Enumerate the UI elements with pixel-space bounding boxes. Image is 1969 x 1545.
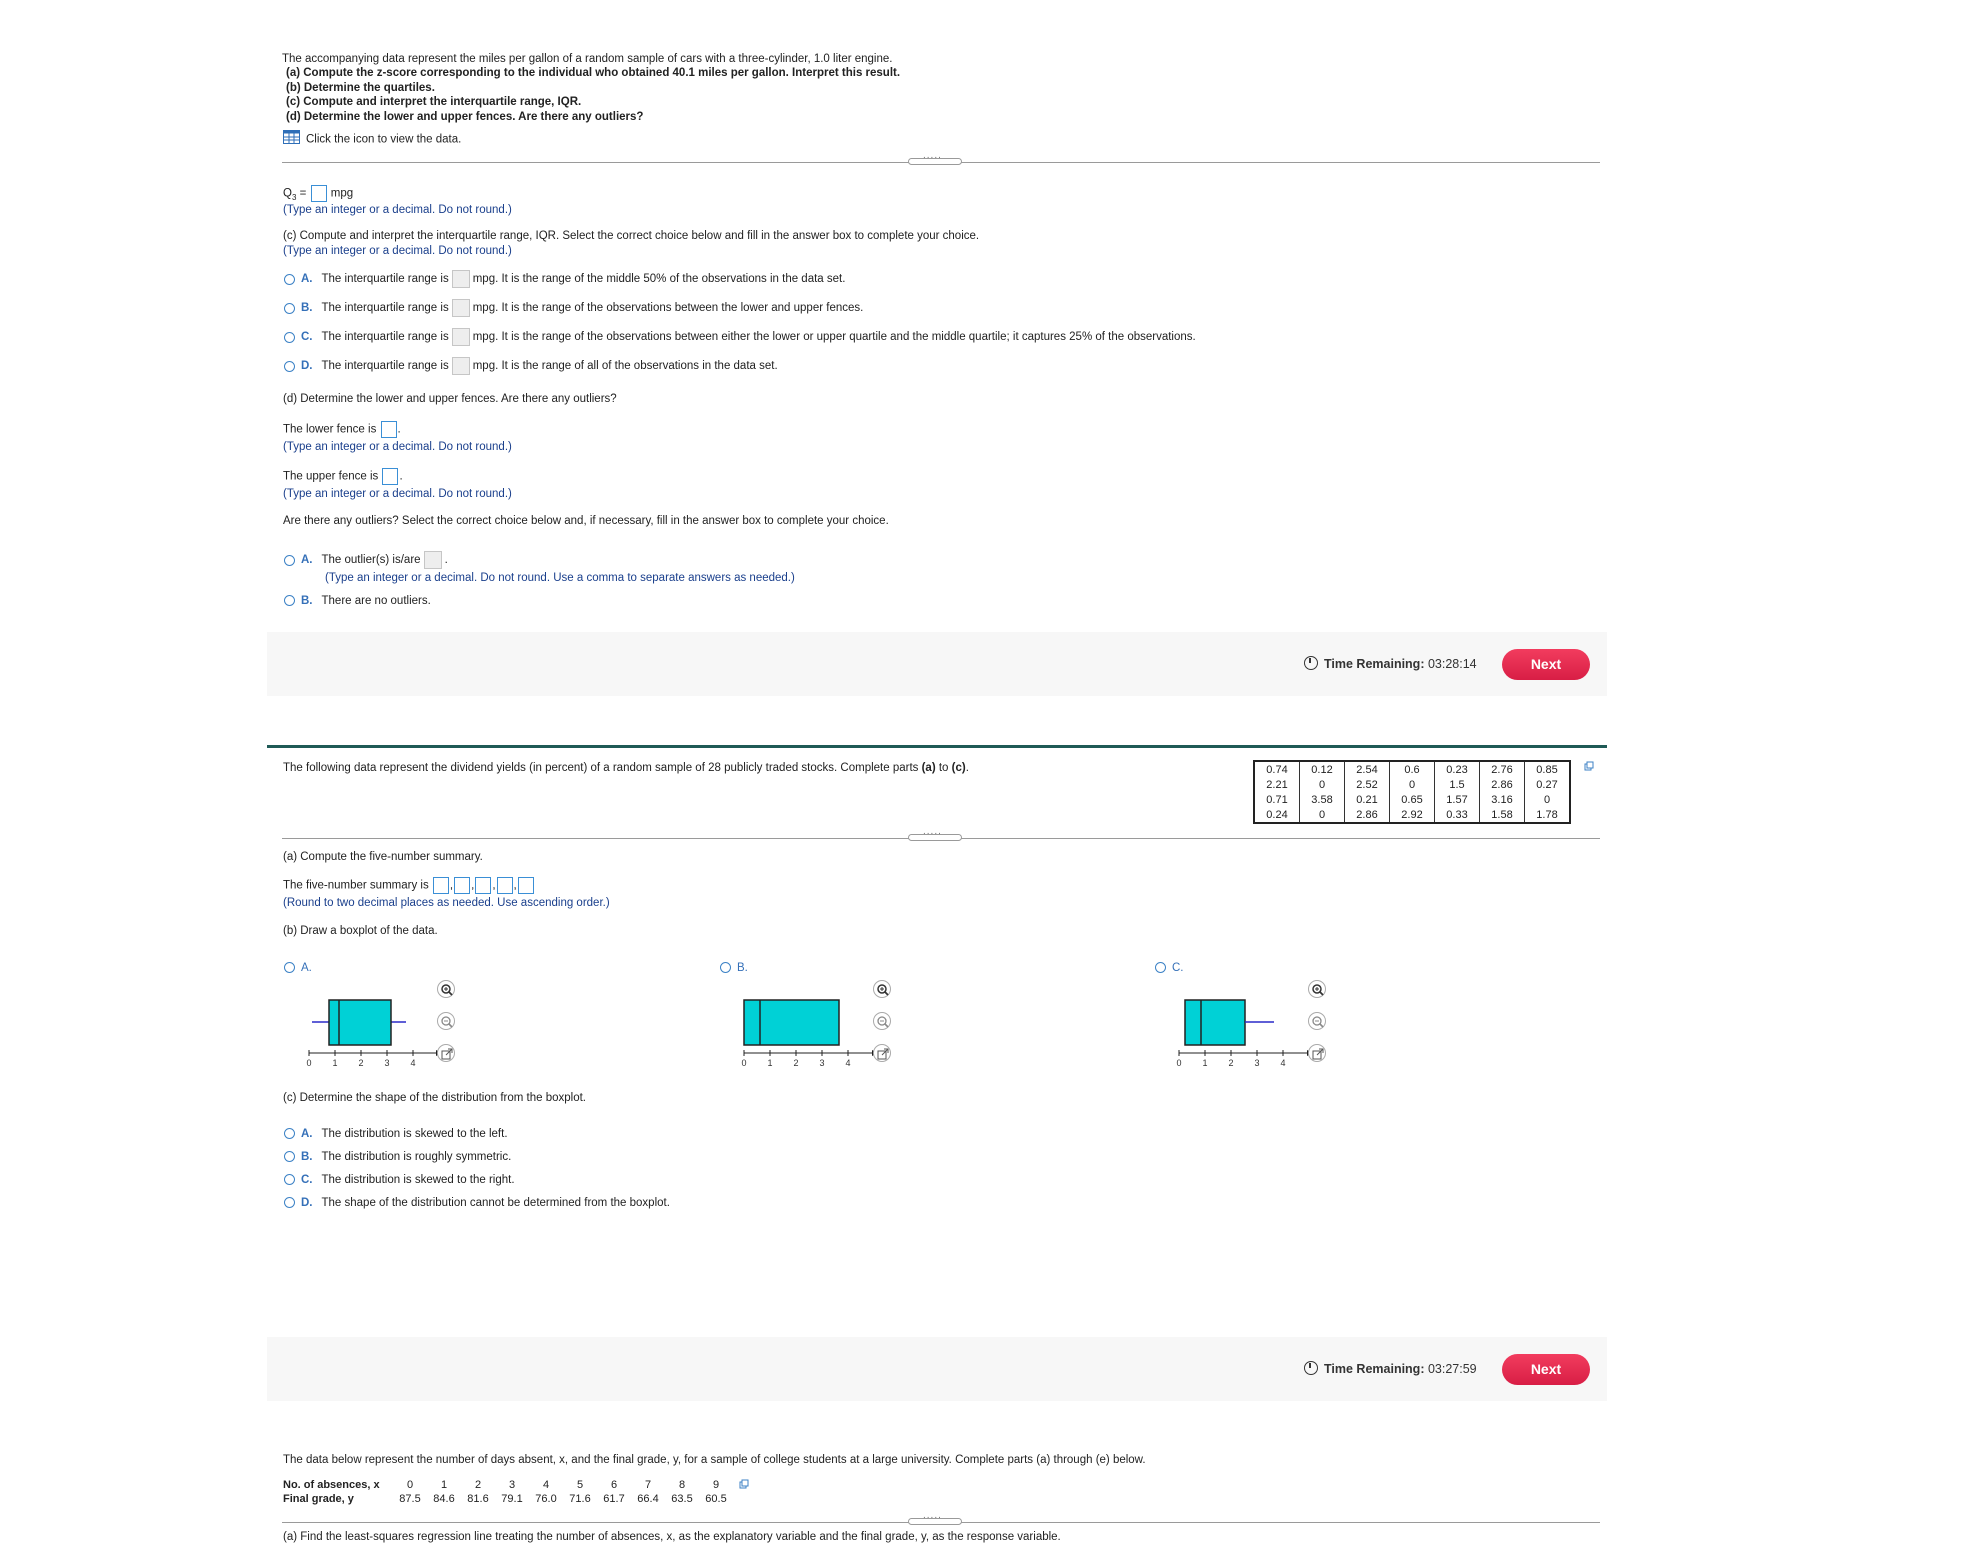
table-cell: 2.86 — [1480, 777, 1525, 792]
table-cell: 2.21 — [1254, 777, 1300, 792]
x-value: 1 — [440, 1479, 448, 1491]
outlier-option-a[interactable] — [284, 551, 448, 569]
tick-label: 3 — [1254, 1058, 1260, 1068]
option-text: The interquartile range is — [321, 302, 449, 315]
option-text: mpg. It is the range of the middle 50% of the observations in the data set. — [472, 273, 846, 286]
y-value: 81.6 — [467, 1493, 489, 1505]
boxplot-option-a[interactable] — [284, 961, 312, 976]
q3-sub: 3 — [291, 192, 297, 202]
timer-label: Time Remaining: — [1324, 1362, 1425, 1376]
five-number-row: The five-number summary is , , , , — [283, 877, 535, 894]
option-letter: C. — [301, 331, 313, 344]
y-value: 71.6 — [569, 1493, 591, 1505]
table-cell: 0.33 — [1435, 807, 1480, 823]
table-cell: 0.24 — [1254, 807, 1300, 823]
zoom-in-icon[interactable] — [873, 980, 891, 998]
q3-eq: = — [296, 187, 307, 200]
lower-fence-row — [283, 421, 401, 438]
table-row — [1254, 807, 1570, 823]
table-cell: 0 — [1390, 777, 1435, 792]
copy-data-icon[interactable] — [739, 1479, 749, 1492]
q3-input[interactable] — [311, 185, 327, 202]
y-value: 79.1 — [501, 1493, 523, 1505]
y-value: 60.5 — [705, 1493, 727, 1505]
timer-label: Time Remaining: — [1324, 657, 1425, 671]
option-letter: A. — [301, 273, 313, 286]
type-hint: (Type an integer or a decimal. Do not round.) — [283, 245, 512, 257]
q3-label: Q — [283, 187, 292, 200]
x-value: 6 — [610, 1479, 618, 1491]
y-value: 61.7 — [603, 1493, 625, 1505]
boxplot-option-c[interactable] — [1155, 961, 1184, 976]
q1-part-b: (b) Determine the quartiles. — [286, 82, 435, 94]
time-remaining — [1304, 656, 1477, 671]
zoom-out-icon[interactable] — [873, 1012, 891, 1030]
radio-button[interactable] — [284, 1151, 295, 1162]
tick-label: 1 — [767, 1058, 773, 1068]
x-value: 2 — [474, 1479, 482, 1491]
view-data-label: Click the icon to view the data. — [306, 133, 462, 146]
boxplot-c — [1171, 990, 1321, 1068]
tick-label: 1 — [1202, 1058, 1208, 1068]
table-cell: 0.85 — [1525, 761, 1571, 777]
q2-intro-end: . — [965, 762, 969, 774]
iqr-option-d[interactable] — [284, 357, 778, 375]
five-number-input-1[interactable] — [433, 877, 449, 894]
dividend-data-table — [1253, 760, 1571, 824]
tick-label: 3 — [819, 1058, 825, 1068]
iqr-prompt: (c) Compute and interpret the interquartile range, IQR. Select the correct choice below and fill in the answer box to complete your choice. — [283, 230, 980, 242]
table-cell: 0 — [1300, 777, 1345, 792]
table-cell: 0.27 — [1525, 777, 1571, 792]
tick-label: 2 — [793, 1058, 799, 1068]
option-text: The interquartile range is — [321, 273, 449, 286]
table-cell: 0.71 — [1254, 792, 1300, 807]
outliers-prompt: Are there any outliers? Select the correct choice below and, if necessary, fill in the answer box to complete your choice. — [283, 515, 889, 527]
shape-prompt: (c) Determine the shape of the distribution from the boxplot. — [283, 1092, 586, 1104]
open-external-icon[interactable] — [437, 1044, 455, 1062]
fences-prompt: (d) Determine the lower and upper fences. Are there any outliers? — [283, 393, 617, 405]
type-hint: (Type an integer or a decimal. Do not round.) — [283, 441, 512, 453]
period: . — [444, 554, 448, 567]
tick-label: 2 — [1228, 1058, 1234, 1068]
period: . — [397, 423, 401, 436]
tick-label: 0 — [1176, 1058, 1182, 1068]
five-number-input-4[interactable] — [497, 877, 513, 894]
option-text: mpg. It is the range of the observations between either the lower or upper quartile and the middle quartile; it captures 25% of the observations. — [472, 331, 1196, 344]
option-letter: B. — [301, 595, 313, 607]
five-number-input-5[interactable] — [518, 877, 534, 894]
table-cell: 2.52 — [1345, 777, 1390, 792]
type-hint: (Type an integer or a decimal. Do not round.) — [283, 488, 512, 500]
clock-icon — [1304, 656, 1318, 670]
radio-button[interactable] — [284, 274, 295, 285]
iqr-input[interactable] — [452, 270, 470, 288]
radio-button[interactable] — [284, 303, 295, 314]
zoom-in-icon[interactable] — [437, 980, 455, 998]
table-cell: 1.58 — [1480, 807, 1525, 823]
y-label: Final grade, y — [283, 1493, 354, 1505]
radio-button[interactable] — [284, 555, 295, 566]
radio-button[interactable] — [720, 962, 731, 973]
lower-fence-label: The lower fence is — [283, 423, 377, 436]
q2-intro-a: (a) — [921, 762, 936, 774]
q2-intro-text: The following data represent the dividend yields (in percent) of a random sample of 28 publicly traded stocks. Complete parts — [283, 762, 922, 774]
table-cell: 3.58 — [1300, 792, 1345, 807]
option-text: The distribution is roughly symmetric. — [321, 1151, 512, 1163]
table-cell: 0 — [1525, 792, 1571, 807]
table-cell: 0.23 — [1435, 761, 1480, 777]
option-letter: D. — [301, 1197, 313, 1209]
shape-option-d[interactable] — [284, 1196, 670, 1211]
five-number-input-2[interactable] — [454, 877, 470, 894]
q2-intro-c: (c) — [951, 762, 966, 774]
option-letter: D. — [301, 360, 313, 373]
tick-label: 1 — [332, 1058, 338, 1068]
round-hint: (Round to two decimal places as needed. Use ascending order.) — [283, 897, 610, 909]
question-top-rule — [267, 745, 1607, 748]
zoom-out-icon[interactable] — [1308, 1012, 1326, 1030]
table-cell: 0.65 — [1390, 792, 1435, 807]
five-number-prompt: (a) Compute the five-number summary. — [283, 851, 483, 863]
table-cell: 1.5 — [1435, 777, 1480, 792]
option-letter: A. — [301, 1128, 313, 1140]
table-cell: 0.6 — [1390, 761, 1435, 777]
tick-label: 3 — [384, 1058, 390, 1068]
q1-part-a: (a) Compute the z-score corresponding to the individual who obtained 40.1 miles per gallon. Interpret this result. — [286, 67, 901, 79]
table-cell: 1.57 — [1435, 792, 1480, 807]
x-value: 5 — [576, 1479, 584, 1491]
expand-handle[interactable] — [908, 834, 962, 841]
upper-fence-row — [283, 468, 403, 485]
y-value: 84.6 — [433, 1493, 455, 1505]
five-number-label: The five-number summary is — [283, 879, 429, 892]
outlier-option-b[interactable] — [284, 594, 431, 609]
table-cell: 0.74 — [1254, 761, 1300, 777]
y-value: 76.0 — [535, 1493, 557, 1505]
tick-label: 4 — [1280, 1058, 1286, 1068]
table-cell: 0 — [1300, 807, 1345, 823]
upper-fence-label: The upper fence is — [283, 470, 379, 483]
zoom-in-icon[interactable] — [1308, 980, 1326, 998]
x-value: 0 — [406, 1479, 414, 1491]
option-text: The shape of the distribution cannot be determined from the boxplot. — [321, 1197, 670, 1209]
radio-button[interactable] — [284, 332, 295, 343]
option-text: There are no outliers. — [321, 595, 431, 607]
radio-button[interactable] — [284, 595, 295, 606]
table-row — [1254, 761, 1570, 777]
open-external-icon[interactable] — [873, 1044, 891, 1062]
table-cell: 0.21 — [1345, 792, 1390, 807]
expand-handle[interactable] — [908, 158, 962, 165]
shape-option-a[interactable] — [284, 1127, 508, 1142]
tick-label: 4 — [845, 1058, 851, 1068]
table-cell: 2.76 — [1480, 761, 1525, 777]
clock-icon — [1304, 1361, 1318, 1375]
iqr-input[interactable] — [452, 328, 470, 346]
boxplot-b — [736, 990, 886, 1068]
q1-part-d: (d) Determine the lower and upper fences. Are there any outliers? — [286, 111, 644, 123]
option-text: The interquartile range is — [321, 360, 449, 373]
x-label: No. of absences, x — [283, 1479, 380, 1491]
absence-grade-table — [283, 1478, 749, 1506]
tick-label: 0 — [306, 1058, 312, 1068]
option-letter: B. — [301, 302, 313, 315]
option-text: The outlier(s) is/are — [321, 554, 421, 567]
option-letter: A. — [301, 554, 313, 567]
option-text: The interquartile range is — [321, 331, 449, 344]
option-text: mpg. It is the range of all of the observations in the data set. — [472, 360, 778, 373]
q3-answer-row — [283, 185, 353, 205]
radio-button[interactable] — [284, 1128, 295, 1139]
next-button[interactable]: Next — [1502, 649, 1590, 680]
timer-value: 03:28:14 — [1427, 657, 1477, 671]
x-value: 9 — [712, 1479, 720, 1491]
expand-handle[interactable] — [908, 1518, 962, 1525]
timer-value: 03:27:59 — [1427, 1362, 1477, 1376]
boxplot-a — [300, 990, 450, 1068]
table-row — [1254, 777, 1570, 792]
open-external-icon[interactable] — [1308, 1044, 1326, 1062]
q3-intro: The data below represent the number of days absent, x, and the final grade, y, for a sample of college students at a large university. Complete parts (a) through (e) below. — [283, 1454, 1146, 1466]
table-row — [1254, 792, 1570, 807]
data-table-icon[interactable] — [283, 130, 300, 149]
table-cell: 1.78 — [1525, 807, 1571, 823]
y-value: 63.5 — [671, 1493, 693, 1505]
lower-fence-input[interactable] — [381, 421, 397, 438]
q2-intro — [283, 761, 969, 776]
x-value: 3 — [508, 1479, 516, 1491]
copy-data-icon[interactable] — [1584, 758, 1594, 776]
tick-label: 0 — [741, 1058, 747, 1068]
q1-intro: The accompanying data represent the miles per gallon of a random sample of cars with a three-cylinder, 1.0 liter engine. — [282, 53, 893, 65]
iqr-option-a[interactable] — [284, 270, 845, 288]
zoom-out-icon[interactable] — [437, 1012, 455, 1030]
type-hint: (Type an integer or a decimal. Do not round.) — [283, 204, 512, 216]
view-data-link[interactable] — [283, 130, 461, 149]
shape-option-c[interactable] — [284, 1173, 515, 1188]
table-cell: 0.12 — [1300, 761, 1345, 777]
option-text: mpg. It is the range of the observations between the lower and upper fences. — [472, 302, 864, 315]
option-letter: C. — [1172, 962, 1184, 974]
next-button[interactable]: Next — [1502, 1354, 1590, 1385]
option-letter: C. — [301, 1174, 313, 1186]
table-cell: 3.16 — [1480, 792, 1525, 807]
time-remaining — [1304, 1361, 1477, 1376]
boxplot-option-b[interactable] — [720, 961, 748, 976]
iqr-input[interactable] — [452, 357, 470, 375]
radio-button[interactable] — [284, 361, 295, 372]
x-value: 7 — [644, 1479, 652, 1491]
radio-button[interactable] — [284, 1197, 295, 1208]
five-number-input-3[interactable] — [475, 877, 491, 894]
upper-fence-input[interactable] — [382, 468, 398, 485]
y-value: 66.4 — [637, 1493, 659, 1505]
outlier-hint: (Type an integer or a decimal. Do not round. Use a comma to separate answers as needed.) — [325, 572, 795, 584]
table-cell: 2.54 — [1345, 761, 1390, 777]
boxplot-prompt: (b) Draw a boxplot of the data. — [283, 925, 438, 937]
q1-part-c: (c) Compute and interpret the interquartile range, IQR. — [286, 96, 582, 108]
x-value: 4 — [542, 1479, 550, 1491]
q2-intro-to: to — [935, 762, 952, 774]
table-cell: 2.86 — [1345, 807, 1390, 823]
iqr-option-c[interactable] — [284, 328, 1196, 346]
option-letter: B. — [737, 962, 748, 974]
table-cell: 2.92 — [1390, 807, 1435, 823]
shape-option-b[interactable] — [284, 1150, 511, 1165]
period: . — [399, 470, 403, 483]
regression-prompt: (a) Find the least-squares regression line treating the number of absences, x, as the explanatory variable and the final grade, y, as the response variable. — [283, 1531, 1061, 1543]
tick-label: 4 — [410, 1058, 416, 1068]
outlier-input[interactable] — [424, 551, 442, 569]
option-text: The distribution is skewed to the left. — [321, 1128, 508, 1140]
tick-label: 2 — [358, 1058, 364, 1068]
q3-unit: mpg — [330, 187, 354, 200]
option-letter: B. — [301, 1151, 313, 1163]
radio-button[interactable] — [1155, 962, 1166, 973]
y-value: 87.5 — [399, 1493, 421, 1505]
radio-button[interactable] — [284, 1174, 295, 1185]
iqr-option-b[interactable] — [284, 299, 863, 317]
option-letter: A. — [301, 962, 312, 974]
option-text: The distribution is skewed to the right. — [321, 1174, 515, 1186]
radio-button[interactable] — [284, 962, 295, 973]
x-value: 8 — [678, 1479, 686, 1491]
iqr-input[interactable] — [452, 299, 470, 317]
